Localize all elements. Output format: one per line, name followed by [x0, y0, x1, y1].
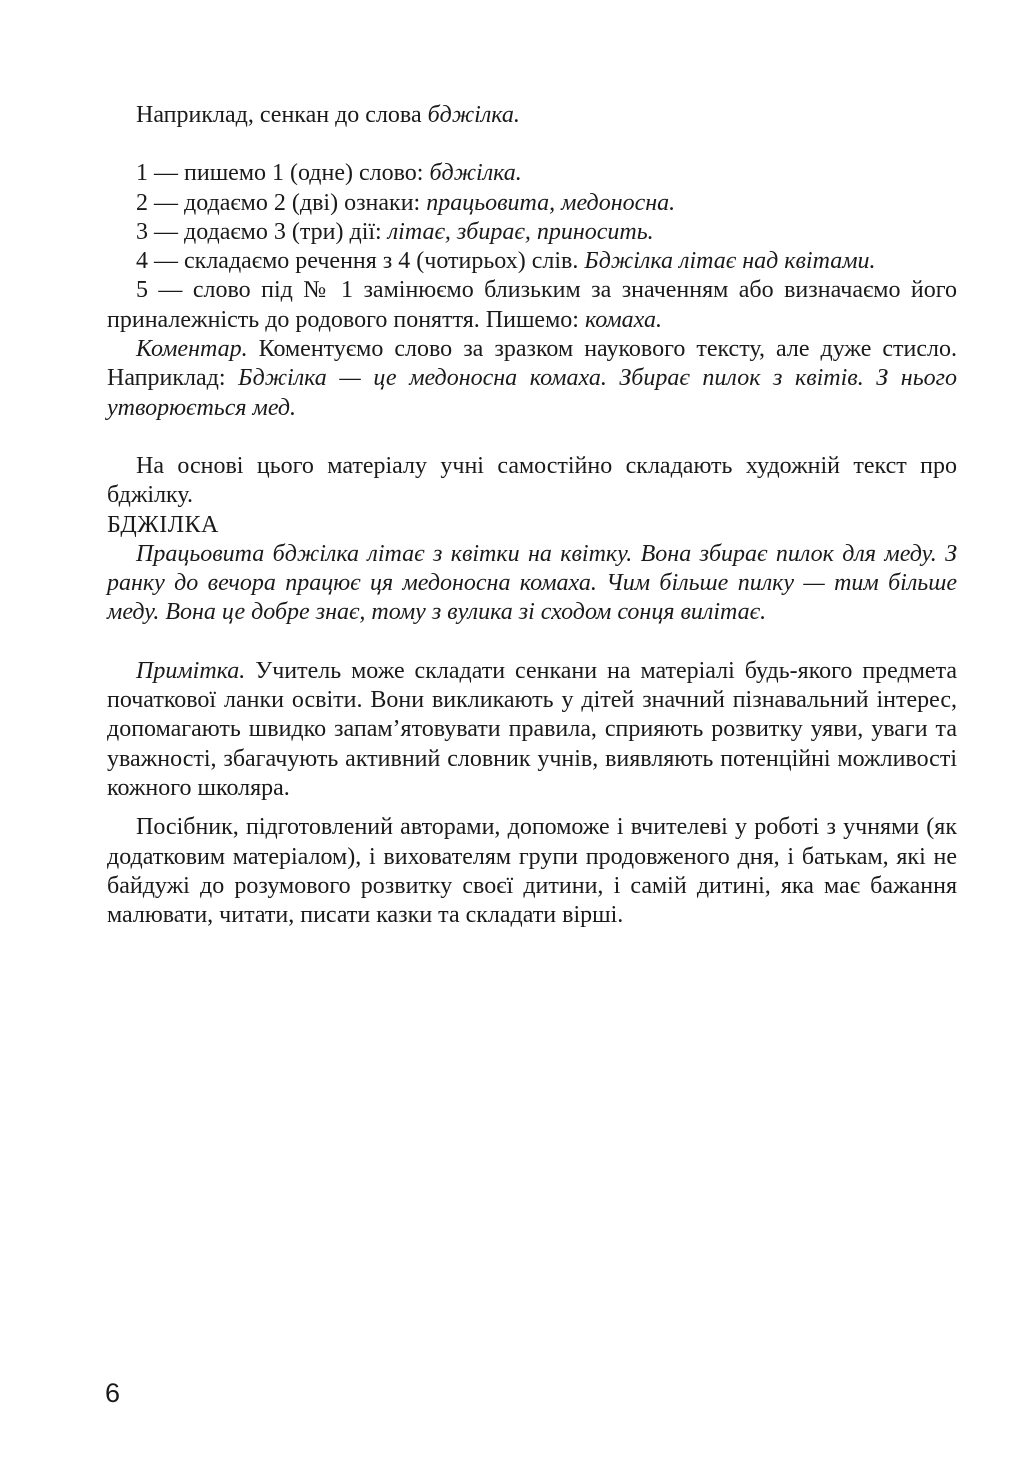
comment-label: Коментар. [136, 336, 248, 363]
note-paragraph [107, 657, 957, 803]
closing-paragraph: Посібник, підготовлений авторами, допоможе і вчителеві у роботі з учнями (як додатковим матеріалом), і вихователям групи продовженого дня, і батькам, які не байдужі до розумового розвитку своєї дитини, і самій дитині, яка має бажання малювати, читати, писати казки та складати вірші. [107, 814, 957, 929]
step-example: бджілка. [429, 160, 522, 187]
step-3 [107, 218, 957, 247]
page-number: 6 [105, 1378, 121, 1408]
step-example: комаха. [584, 306, 662, 333]
intro-paragraph [107, 101, 957, 130]
story-title: БДЖІЛКА [107, 511, 219, 538]
story-text: Працьовита бджілка літає з квітки на квітку. Вона збирає пилок для меду. З ранку до вечора працює ця медоносна комаха. Чим більше пилку — тим більше меду. Вона це добре знає, тому з вулика зі сходом сонця вилітає. [107, 540, 957, 626]
comment-text: Коментуємо слово за зразком наукового тексту, але дуже стисло. Наприклад: [107, 336, 957, 392]
step-4 [107, 247, 957, 276]
step-5 [107, 276, 957, 335]
step-text: 3 — додаємо 3 (три) дії: [136, 218, 388, 245]
step-example: літає, збирає, приносить. [387, 218, 654, 245]
comment-example: Бджілка — це медоносна комаха. Збирає пилок з квітів. З нього утворюється мед. [107, 365, 957, 421]
intro-word: бджілка. [427, 102, 520, 128]
step-example: працьовита, медоносна. [426, 189, 676, 216]
intro-text: Наприклад, сенкан до слова [136, 102, 428, 128]
comment-paragraph [107, 335, 957, 423]
step-text: 2 — додаємо 2 (дві) ознаки: [136, 189, 427, 216]
step-text: 1 — пишемо 1 (одне) слово: [136, 160, 430, 187]
note-label: Примітка. [136, 657, 246, 684]
step-text: 5 — слово під № 1 замінюємо близьким за значенням або визначаємо його приналежність до родового поняття. Пишемо: [107, 277, 957, 333]
step-2 [107, 189, 957, 218]
task-paragraph: На основі цього матеріалу учні самостійно складають художній текст про бджілку. [107, 452, 957, 509]
page-body [107, 101, 957, 930]
step-1 [107, 159, 957, 188]
step-example: Бджілка літає над квітами. [584, 248, 876, 275]
note-text: Учитель може складати сенкани на матеріалі будь-якого предмета початкової ланки освіти. Вони викликають у дітей значний пізнавальний інтерес, допомагають швидко запам’ятовувати правила, сприяють розвитку уяви, уваги та уважності, збагачують активний словник учнів, виявляють потенційні можливості кожного школяра. [107, 657, 957, 801]
step-text: 4 — складаємо речення з 4 (чотирьох) слів. [136, 248, 585, 275]
